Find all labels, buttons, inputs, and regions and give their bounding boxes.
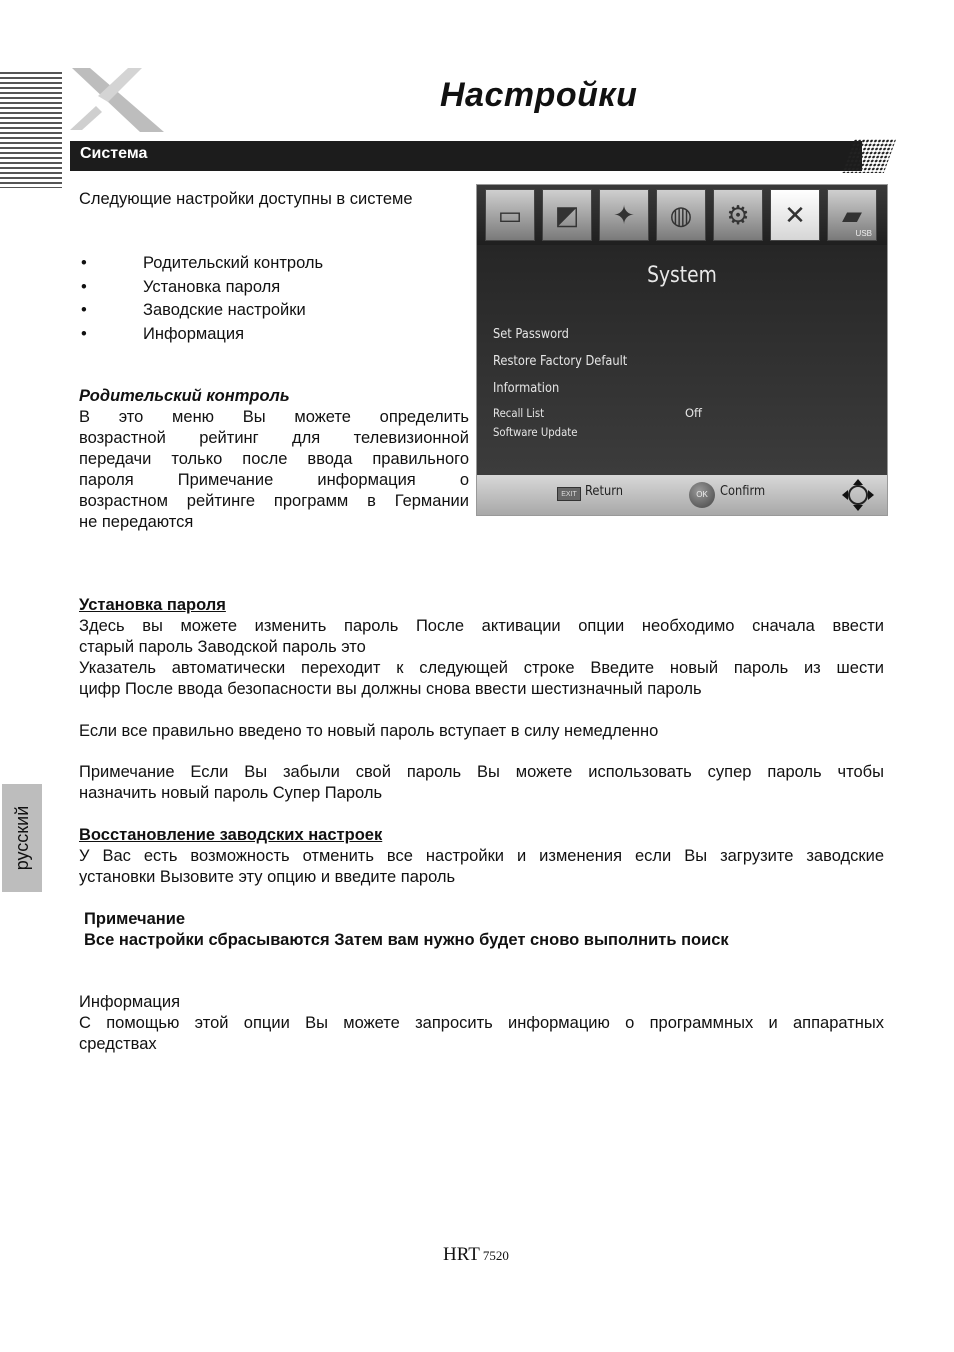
exit-key-icon: EXIT xyxy=(557,487,581,501)
bullet-icon: • xyxy=(81,277,87,296)
bullet-icon: • xyxy=(81,254,87,272)
satellite-icon: ✦ xyxy=(599,189,649,241)
language-label: русский xyxy=(12,805,32,871)
menu-item-set-password: Set Password xyxy=(493,327,569,342)
menu-item-recall-list: Recall List xyxy=(493,406,545,420)
intro-text: Следующие настройки доступны в системе xyxy=(79,190,413,208)
menu-item-software-update: Software Update xyxy=(493,425,578,439)
return-label: Return xyxy=(585,484,623,499)
tools-icon: ✕ xyxy=(770,189,820,241)
info-heading: Информация xyxy=(79,993,181,1011)
password-paragraph-2: Указатель автоматически переходит к следующей строке Введите новый пароль из шести цифр После ввода безопасности вы должны снова ввести шестизначный пароль xyxy=(79,659,884,698)
x-logo-icon xyxy=(68,66,168,136)
tv-menu-panel xyxy=(477,245,887,475)
restore-note-title: Примечание xyxy=(84,910,186,928)
page-title: Настройки xyxy=(440,76,638,114)
tv-monitor-icon: ▭ xyxy=(485,189,535,241)
menu-item-information: Information xyxy=(493,381,560,396)
footer-brand: HRT xyxy=(443,1244,480,1265)
password-paragraph-3: Если все правильно введено то новый пароль вступает в силу немедленно xyxy=(79,722,659,740)
ok-key-icon: OK xyxy=(689,482,715,508)
language-side-tab xyxy=(2,784,42,892)
navigation-arrows-icon xyxy=(841,478,875,512)
footer-model xyxy=(443,1244,509,1266)
restore-note-text: Все настройки сбрасываются Затем вам нужно будет сново выполнить поиск xyxy=(84,931,729,949)
usb-stick-icon: ▰ USB xyxy=(827,189,877,241)
menu-item-restore-factory-default: Restore Factory Default xyxy=(493,354,628,369)
password-note: Примечание Если Вы забыли свой пароль Вы можете использовать супер пароль чтобы назначить новый пароль Супер Пароль xyxy=(79,763,884,802)
confirm-label: Confirm xyxy=(720,484,766,499)
tv-menu-title: System xyxy=(647,263,717,288)
info-paragraph: С помощью этой опции Вы можете запросить информацию о программных и аппаратных средствах xyxy=(79,1014,884,1053)
tv-icon-bar xyxy=(477,185,887,245)
footer-model-number: 7520 xyxy=(482,1248,509,1263)
parental-heading: Родительский контроль xyxy=(79,387,290,405)
bullet-icon: • xyxy=(81,324,87,343)
tv-footer-bar xyxy=(477,475,887,515)
list-item: • Заводские настройки xyxy=(81,301,306,319)
bullet-icon: • xyxy=(81,301,87,319)
restore-heading: Восстановление заводских настроек xyxy=(79,826,383,844)
recall-list-value: Off xyxy=(685,406,702,420)
list-item: • Информация xyxy=(81,324,245,343)
section-header xyxy=(70,141,862,171)
picture-settings-icon: ◩ xyxy=(542,189,592,241)
parental-paragraph: В это меню Вы можете определить возрастной рейтинг для телевизионной передачи только после ввода правильного пароля Примечание информация о возрастном рейтинге программ в Германии не передаются xyxy=(79,408,469,531)
password-paragraph-1: Здесь вы можете изменить пароль После активации опции необходимо сначала ввести старый пароль Заводской пароль это xyxy=(79,617,884,656)
list-item: • Установка пароля xyxy=(81,277,281,296)
left-stripes-decoration xyxy=(0,72,62,188)
list-item: • Родительский контроль xyxy=(81,254,324,272)
gears-icon: ⚙ xyxy=(713,189,763,241)
settings-list xyxy=(79,253,459,347)
globe-clock-icon: ◍ xyxy=(656,189,706,241)
password-heading: Установка пароля xyxy=(79,596,226,614)
section-title: Система xyxy=(80,145,148,162)
tv-menu-screenshot xyxy=(476,184,888,516)
restore-paragraph: У Вас есть возможность отменить все настройки и изменения если Вы загрузите заводские установки Вызовите эту опцию и введите пароль xyxy=(79,847,884,886)
